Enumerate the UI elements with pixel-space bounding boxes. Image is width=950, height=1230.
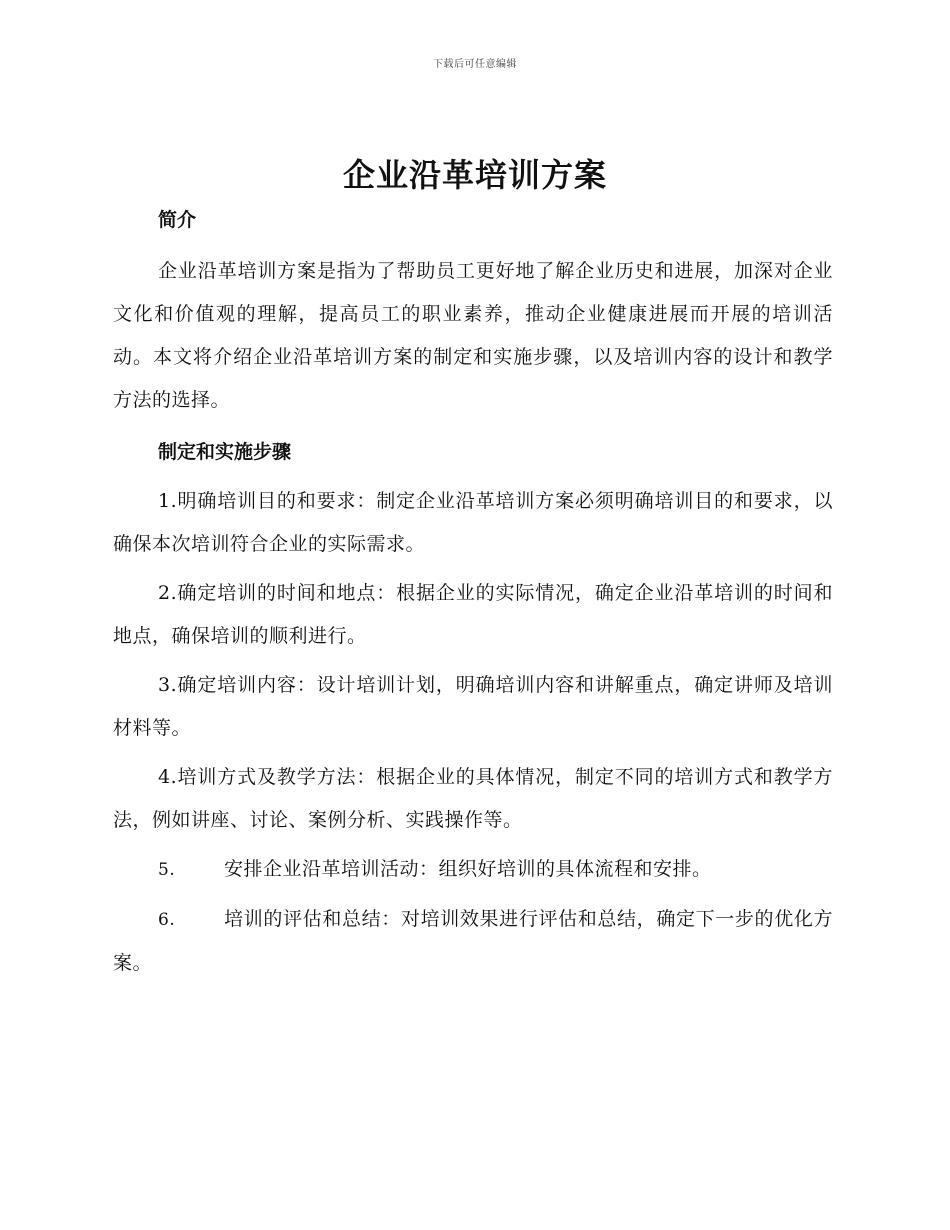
step-number-6: 6.	[158, 910, 176, 930]
intro-paragraph: 企业沿革培训方案是指为了帮助员工更好地了解企业历史和进展，加深对企业文化和价值观的理解，提高员工的职业素养，推动企业健康进展而开展的培训活动。本文将介绍企业沿革培训方案的制定和实施步骤，以及培训内容的设计和教学方法的选择。	[113, 260, 833, 411]
step-item-2: 2.确定培训的时间和地点：根据企业的实际情况，确定企业沿革培训的时间和地点，确保培训的顺利进行。	[113, 582, 833, 647]
step-text-5: 安排企业沿革培训活动：组织好培训的具体流程和安排。	[224, 858, 712, 880]
document-body	[113, 198, 833, 985]
step-number-5: 5.	[158, 860, 176, 880]
step-item-6	[113, 898, 833, 985]
step-text-6: 培训的评估和总结：对培训效果进行评估和总结，确定下一步的优化方案。	[113, 908, 833, 974]
section-heading-intro: 简介	[158, 209, 197, 231]
step-item-3: 3.确定培训内容：设计培训计划，明确培训内容和讲解重点，确定讲师及培训材料等。	[113, 674, 833, 739]
step-item-5	[113, 848, 833, 892]
step-item-1: 1.明确培训目的和要求：制定企业沿革培训方案必须明确培训目的和要求，以确保本次培训符合企业的实际需求。	[113, 490, 833, 555]
section-heading-steps: 制定和实施步骤	[158, 441, 292, 463]
header-note: 下载后可任意编辑	[433, 59, 517, 70]
document-title: 企业沿革培训方案	[342, 156, 607, 194]
step-item-4: 4.培训方式及教学方法：根据企业的具体情况，制定不同的培训方式和教学方法，例如讲座、讨论、案例分析、实践操作等。	[113, 766, 833, 831]
